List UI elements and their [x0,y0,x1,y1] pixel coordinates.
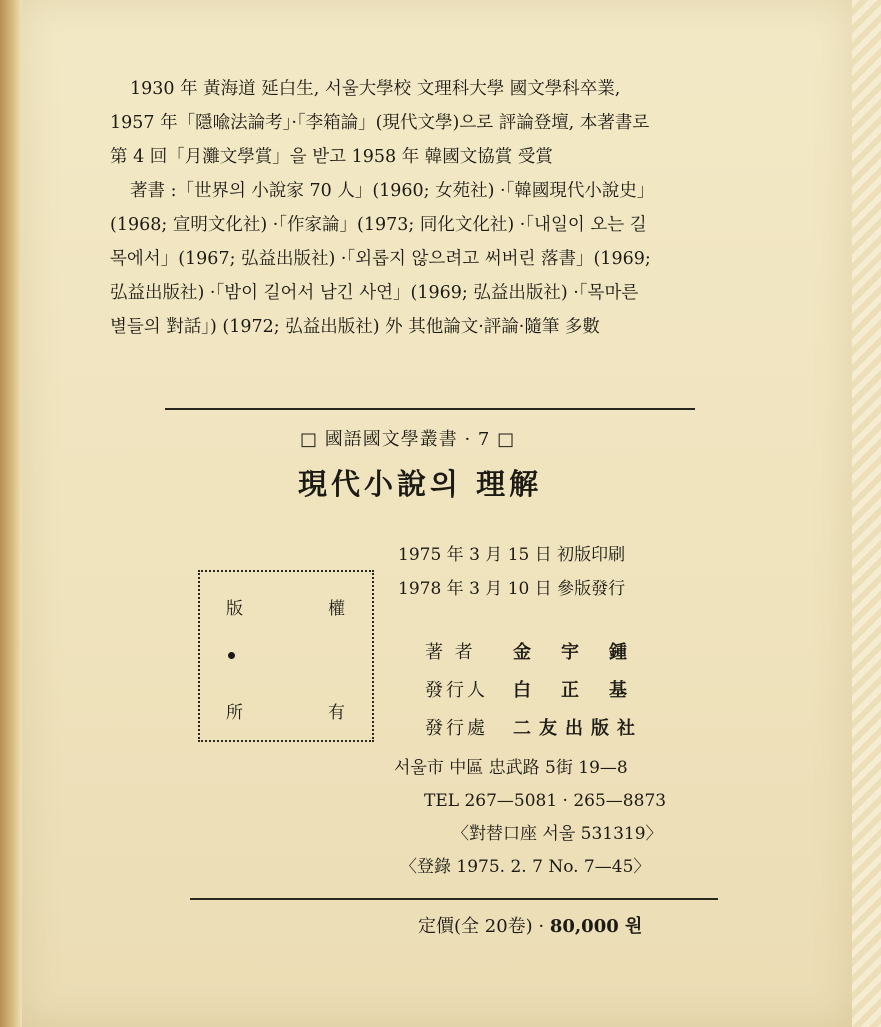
bio-line: 목에서」(1967; 弘益出版社) ·「외롭지 않으려고 써버린 落書」(1969; [110,249,651,269]
author-name: 金宇鍾 [513,642,657,663]
bio-line: (1968; 宣明文化社) ·「作家論」(1973; 同化文化社) ·「내일이 오는 길 [110,215,647,235]
credits-block [425,634,657,748]
copyright-stamp [198,570,374,742]
bio-line: 1957 年「隱喩法論考」·「李箱論」(現代文學)으로 評論登壇, 本著書로 [110,113,650,133]
address-block [394,752,666,884]
series-title: □ 國語國文學叢書 · 7 □ [300,429,516,450]
print-date: 1975 年 3 月 15 日 初版印刷 [398,545,626,565]
author-biography [110,72,770,344]
office-label: 發行處 [425,718,488,739]
stamp-dot [228,652,235,659]
book-gutter [0,0,22,1027]
stamp-char: 有 [328,703,345,723]
publisher-row [425,672,657,710]
price-amount: 80,000 원 [549,916,643,937]
publisher-name: 白正基 [513,680,657,701]
office-row [425,710,657,748]
issue-date: 1978 年 3 月 10 日 參版發行 [398,579,626,599]
price-line [418,912,642,938]
author-label: 著 者 [425,642,476,663]
price-label: 定價(全 20卷) · [418,916,545,937]
bio-line: 弘益出版社) ·「밤이 길어서 남긴 사연」(1969; 弘益出版社) ·「목마른 [110,283,639,303]
bio-line: 第 4 回「月灘文學賞」을 받고 1958 年 韓國文協賞 受賞 [110,147,553,167]
top-divider [165,408,695,410]
publisher-label: 發行人 [425,680,488,701]
bio-line: 著書 :「世界의 小說家 70 人」(1960; 女苑社) ·「韓國現代小說史」 [130,181,655,201]
street-address: 서울市 中區 忠武路 5街 19—8 [394,758,628,778]
bio-line: 별들의 對話」) (1972; 弘益出版社) 外 其他論文·評論·隨筆 多數 [110,317,600,337]
publication-dates [398,538,625,606]
page-edge-background [852,0,881,1027]
bank-account: 〈對替口座 서울 531319〉 [452,824,663,844]
book-title: 現代小說의 理解 [298,467,543,501]
bottom-divider [190,898,718,900]
registration: 〈登錄 1975. 2. 7 No. 7—45〉 [400,857,651,877]
stamp-char: 權 [328,599,345,619]
telephone: TEL 267—5081 · 265—8873 [424,791,667,811]
office-name: 二友出版社 [513,718,643,739]
stamp-char: 所 [226,703,243,723]
stamp-char: 版 [226,599,243,619]
author-row [425,634,657,672]
bio-line: 1930 年 黃海道 延白生, 서울大學校 文理科大學 國文學科卒業, [130,79,621,99]
